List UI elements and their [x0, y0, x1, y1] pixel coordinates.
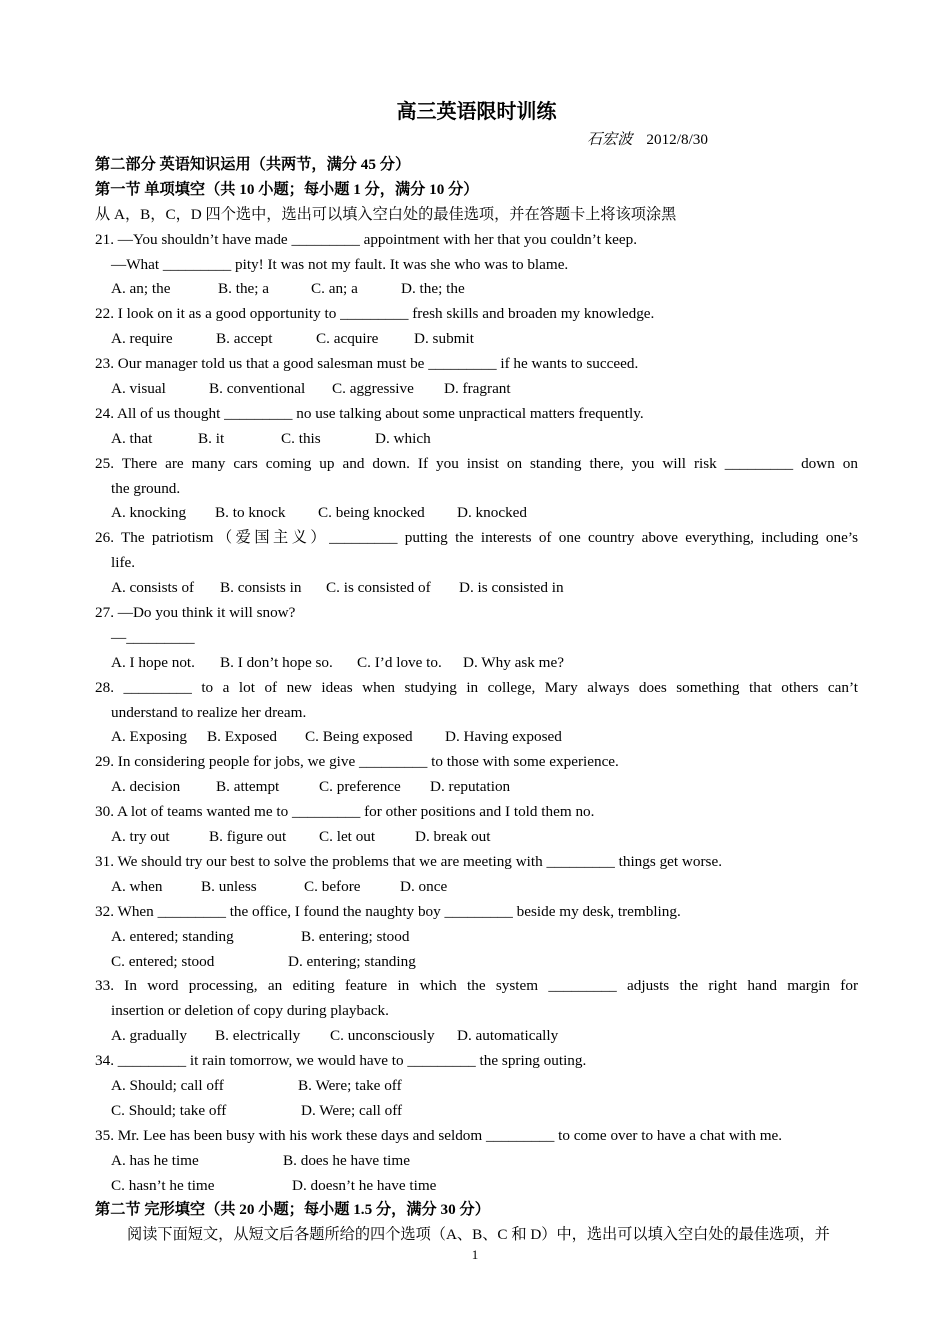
options-row [95, 950, 858, 975]
option-d: D. Why ask me? [463, 653, 564, 671]
question-text: —_________ [111, 628, 195, 646]
question-29 [95, 750, 858, 800]
option-c: C. Should; take off [111, 1101, 227, 1119]
option-d: D. once [400, 877, 448, 895]
option-b: B. figure out [209, 828, 287, 846]
options-row [95, 576, 858, 601]
option-d: D. knocked [457, 504, 528, 522]
options-row [95, 875, 858, 900]
question-text: 33. In word processing, an editing feature in which the system _________ adjusts the right hand margin for [95, 977, 858, 995]
question-text: 29. In considering people for jobs, we give _________ to those with some experience. [95, 753, 619, 771]
question-21 [95, 228, 858, 303]
option-d: D. which [375, 429, 431, 447]
option-a: A. require [111, 330, 173, 348]
option-c: C. being knocked [318, 504, 425, 522]
option-b: B. electrically [215, 1027, 301, 1045]
option-b: B. conventional [209, 380, 306, 398]
option-a: A. entered; standing [111, 927, 234, 945]
option-a: A. gradually [111, 1027, 187, 1045]
option-d: D. is consisted in [459, 579, 564, 597]
question-text: 27. —Do you think it will snow? [95, 604, 296, 622]
option-b: B. consists in [220, 579, 302, 597]
section2-heading: 第二节 完形填空（共 20 小题；每小题 1.5 分，满分 30 分） [95, 1201, 490, 1219]
option-a: A. when [111, 877, 163, 895]
options-row [95, 651, 858, 676]
question-text: 22. I look on it as a good opportunity to _________ fresh skills and broaden my knowledge. [95, 305, 655, 323]
option-a: A. I hope not. [111, 653, 195, 671]
option-a: A. consists of [111, 579, 195, 597]
option-b: B. unless [201, 877, 257, 895]
section1-heading: 第一节 单项填空（共 10 小题；每小题 1 分，满分 10 分） [95, 180, 479, 198]
section1-instruction: 从 A，B，C，D 四个选中，选出可以填入空白处的最佳选项，并在答题卡上将该项涂黑 [95, 205, 677, 223]
question-text: 26. The patriotism（爱国主义）_________ putting the interests of one country above everything, including one’s [95, 529, 858, 547]
question-text: 32. When _________ the office, I found the naughty boy _________ beside my desk, trembling. [95, 902, 681, 920]
question-text: 21. —You shouldn’t have made _________ appointment with her that you couldn’t keep. [95, 230, 638, 248]
section2-instruction: 阅读下面短文，从短文后各题所给的四个选项（A、B、C 和 D）中，选出可以填入空白处的最佳选项，并 [127, 1226, 830, 1244]
option-c: C. Being exposed [305, 728, 413, 746]
option-b: B. does he have time [283, 1151, 410, 1169]
option-a: A. knocking [111, 504, 187, 522]
question-text: 34. _________ it rain tomorrow, we would have to _________ the spring outing. [95, 1052, 587, 1070]
option-d: D. Having exposed [445, 728, 562, 746]
options-row [95, 1024, 858, 1049]
option-b: B. attempt [216, 778, 280, 796]
options-row [95, 1174, 858, 1199]
option-c: C. this [281, 429, 321, 447]
page-title: 高三英语限时训练 [396, 101, 557, 123]
question-text: 24. All of us thought _________ no use talking about some unpractical matters frequently. [95, 404, 644, 422]
option-b: B. entering; stood [301, 927, 410, 945]
question-26 [95, 526, 858, 601]
part2-heading: 第二部分 英语知识运用（共两节，满分 45 分） [95, 156, 411, 173]
byline [95, 128, 858, 153]
question-30 [95, 800, 858, 850]
option-d: D. submit [414, 330, 474, 348]
question-text: —What _________ pity! It was not my fault. It was she who was to blame. [111, 255, 569, 273]
options-row [95, 925, 858, 950]
option-d: D. fragrant [444, 380, 511, 398]
question-text: 23. Our manager told us that a good salesman must be _________ if he wants to succeed. [95, 355, 639, 373]
options-row [95, 725, 858, 750]
question-34 [95, 1049, 858, 1124]
option-d: D. the; the [401, 280, 465, 298]
question-32 [95, 900, 858, 975]
option-b: B. accept [216, 330, 273, 348]
question-31 [95, 850, 858, 900]
question-text: 28. _________ to a lot of new ideas when studying in college, Mary always does something that others can’t [95, 678, 858, 696]
option-c: C. an; a [311, 280, 358, 298]
option-a: A. that [111, 429, 153, 447]
option-c: C. acquire [316, 330, 379, 348]
option-a: A. visual [111, 380, 166, 398]
question-text: life. [111, 554, 136, 572]
option-b: B. it [198, 429, 225, 447]
question-25 [95, 452, 858, 527]
page-number: 1 [471, 1247, 479, 1262]
option-a: A. try out [111, 828, 170, 846]
option-c: C. is consisted of [326, 579, 431, 597]
option-c: C. preference [319, 778, 401, 796]
options-row [95, 825, 858, 850]
question-text: the ground. [111, 479, 181, 497]
option-a: A. has he time [111, 1151, 199, 1169]
document-page [95, 97, 858, 1248]
question-text: insertion or deletion of copy during playback. [111, 1002, 389, 1020]
option-c: C. unconsciously [330, 1027, 435, 1045]
question-text: 31. We should try our best to solve the problems that we are meeting with _________ things get worse. [95, 852, 722, 870]
options-row [95, 1099, 858, 1124]
option-d: D. doesn’t he have time [292, 1176, 437, 1194]
option-d: D. entering; standing [288, 952, 416, 970]
options-row [95, 377, 858, 402]
option-b: B. I don’t hope so. [220, 653, 333, 671]
option-a: A. an; the [111, 280, 171, 298]
date: 2012/8/30 [646, 131, 708, 148]
question-35 [95, 1124, 858, 1199]
question-33 [95, 974, 858, 1049]
option-c: C. let out [319, 828, 376, 846]
question-text: 25. There are many cars coming up and down. If you insist on standing there, you will risk _________ down on [95, 454, 858, 472]
options-row [95, 327, 858, 352]
options-row [95, 427, 858, 452]
option-c: C. hasn’t he time [111, 1176, 215, 1194]
question-28 [95, 676, 858, 751]
option-a: A. Exposing [111, 728, 187, 746]
option-a: A. decision [111, 778, 181, 796]
option-b: B. the; a [218, 280, 270, 298]
option-d: D. automatically [457, 1027, 559, 1045]
option-d: D. break out [415, 828, 491, 846]
question-22 [95, 302, 858, 352]
option-d: D. Were; call off [301, 1101, 403, 1119]
options-row [95, 1074, 858, 1099]
question-23 [95, 352, 858, 402]
options-row [95, 277, 858, 302]
options-row [95, 775, 858, 800]
question-text: 35. Mr. Lee has been busy with his work these days and seldom _________ to come over to have a chat with me. [95, 1126, 783, 1144]
option-a: A. Should; call off [111, 1076, 224, 1094]
option-b: B. to knock [215, 504, 286, 522]
option-c: C. aggressive [332, 380, 414, 398]
option-b: B. Exposed [207, 728, 278, 746]
option-d: D. reputation [430, 778, 511, 796]
option-b: B. Were; take off [298, 1076, 402, 1094]
question-text: understand to realize her dream. [111, 703, 307, 721]
options-row [95, 1149, 858, 1174]
question-27 [95, 601, 858, 676]
author-name: 石宏波 [586, 131, 633, 148]
option-c: C. entered; stood [111, 952, 215, 970]
question-text: 30. A lot of teams wanted me to _________ for other positions and I told them no. [95, 803, 595, 821]
options-row [95, 501, 858, 526]
option-c: C. before [304, 877, 361, 895]
option-c: C. I’d love to. [357, 653, 442, 671]
question-24 [95, 402, 858, 452]
